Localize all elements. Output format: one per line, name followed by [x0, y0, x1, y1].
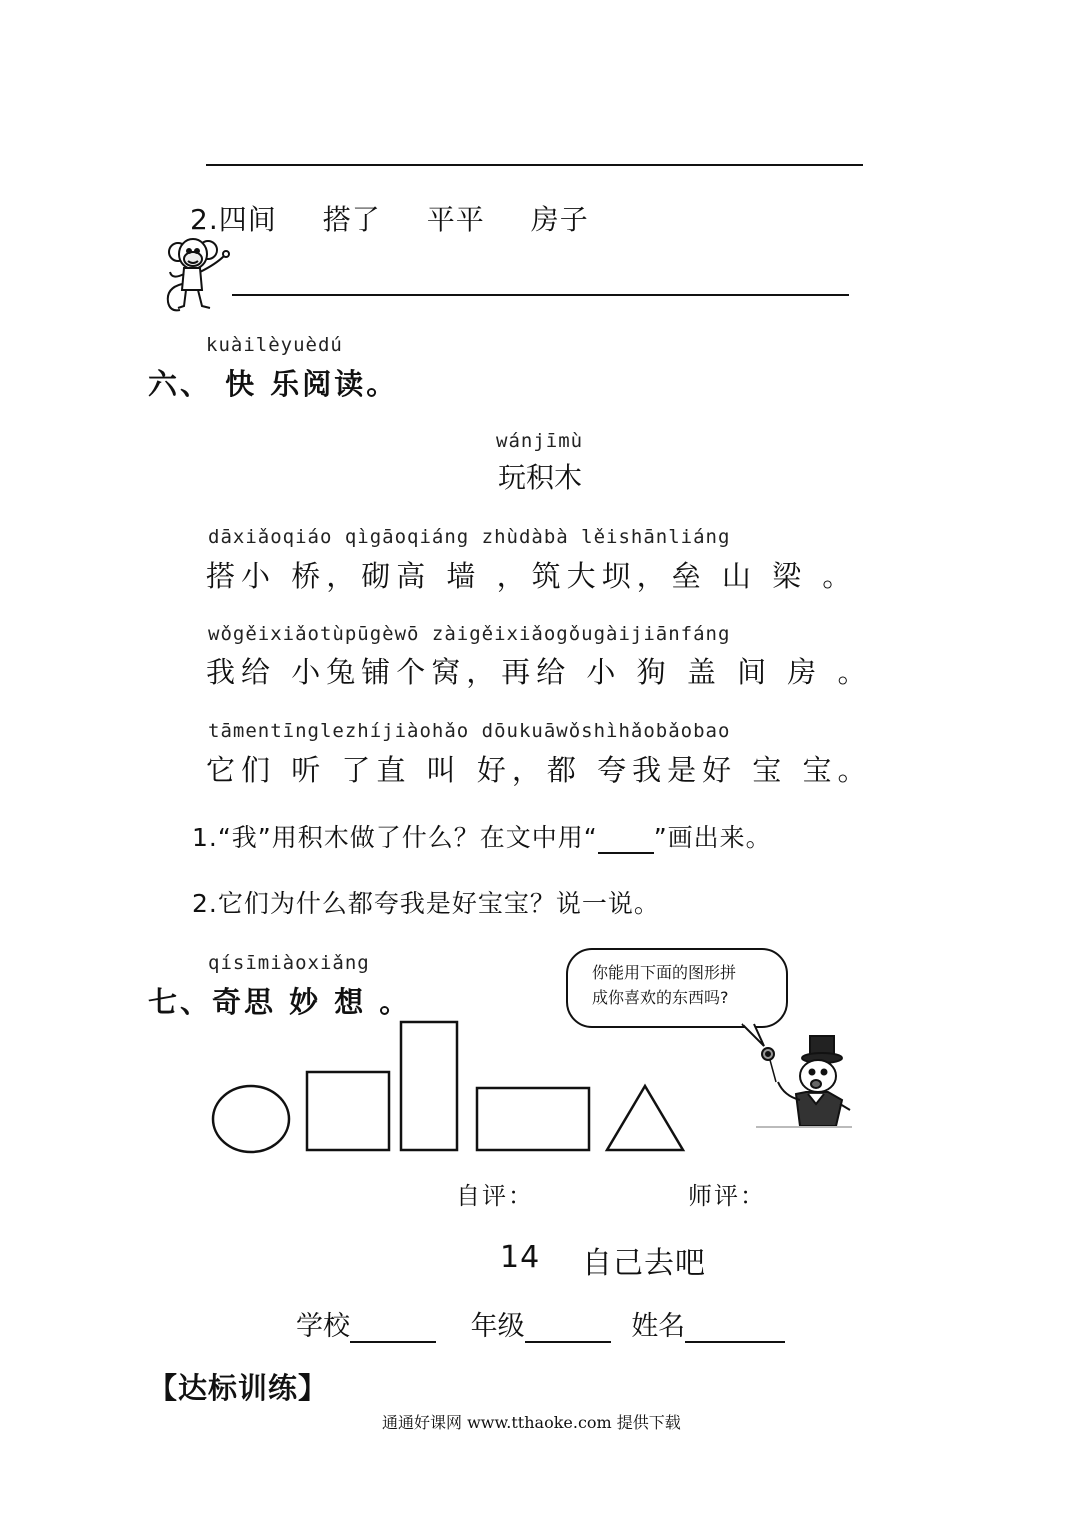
square-shape: [307, 1072, 389, 1150]
magician-illustration: [756, 1030, 852, 1130]
tall-rectangle-shape: [401, 1022, 457, 1150]
answer-line-2[interactable]: [232, 294, 849, 296]
section7-pinyin: qísīmiàoxiǎng: [208, 952, 370, 974]
wide-rectangle-shape: [477, 1088, 589, 1150]
circle-shape: [213, 1086, 289, 1152]
section7-title: 七、奇思 妙 想 。: [148, 985, 412, 1019]
poem-line-2: 我给 小兔铺个窝，再给 小 狗 盖 间 房 。: [206, 655, 873, 689]
poem-line-3-pinyin: tāmentīnglezhíjiàohǎo dōukuāwǒshìhǎobǎobao: [208, 720, 731, 742]
sentence-words-q2: [190, 198, 589, 238]
q2-number: 2.: [190, 203, 219, 236]
section6-pinyin: kuàilèyuèdú: [206, 334, 343, 356]
section6-title: 六、 快 乐阅读。: [148, 367, 399, 401]
poem-line-1-pinyin: dāxiǎoqiáo qìgāoqiáng zhùdàbà lěishānliáng: [208, 526, 731, 548]
poem-line-1: 搭小 桥，砌高 墙 ，筑大坝，垒 山 梁 。: [206, 559, 858, 593]
poem-line-2-pinyin: wǒgěixiǎotùpūgèwō zàigěixiǎogǒugàijiānfáng: [208, 623, 731, 645]
question-2: 2.它们为什么都夸我是好宝宝？说一说。: [192, 889, 660, 918]
grade-field[interactable]: [525, 1313, 611, 1343]
school-field[interactable]: [350, 1313, 436, 1343]
poem-title: 玩积木: [498, 461, 583, 494]
name-label: 姓名: [631, 1311, 686, 1342]
name-field[interactable]: [685, 1313, 785, 1343]
teacher-evaluation-label: 师评：: [688, 1182, 766, 1210]
answer-line-1[interactable]: [206, 164, 863, 166]
grade-label: 年级: [470, 1311, 525, 1342]
lesson-title: 自己去吧: [582, 1246, 706, 1281]
shapes-row: [205, 1012, 695, 1158]
footer-credit: 通通好课网 www.tthaoke.com 提供下载: [382, 1413, 681, 1432]
school-label: 学校: [296, 1311, 350, 1342]
triangle-shape: [607, 1086, 683, 1150]
poem-title-pinyin: wánjīmù: [496, 430, 584, 452]
poem-line-3: 它们 听 了直 叫 好，都 夸我是好 宝 宝。: [206, 753, 873, 787]
training-heading: 【达标训练】: [148, 1371, 329, 1405]
lesson-number: 14: [500, 1240, 541, 1275]
underline-sample: [598, 828, 654, 854]
question-1: [192, 818, 772, 854]
bubble-line-1: 你能用下面的图形拼: [592, 963, 737, 982]
word-3: 平平: [426, 203, 485, 236]
self-evaluation-label: 自评：: [456, 1182, 534, 1210]
student-info-row: [296, 1304, 785, 1343]
monkey-illustration: [162, 228, 242, 314]
word-2: 搭了: [322, 203, 381, 236]
question-1-tail: ”画出来。: [653, 823, 772, 852]
bubble-line-2: 成你喜欢的东西吗?: [592, 988, 729, 1007]
question-1-text: 1.“我”用积木做了什么？在文中用“: [192, 823, 598, 852]
word-4: 房子: [530, 203, 589, 236]
word-1: 四间: [218, 203, 277, 236]
